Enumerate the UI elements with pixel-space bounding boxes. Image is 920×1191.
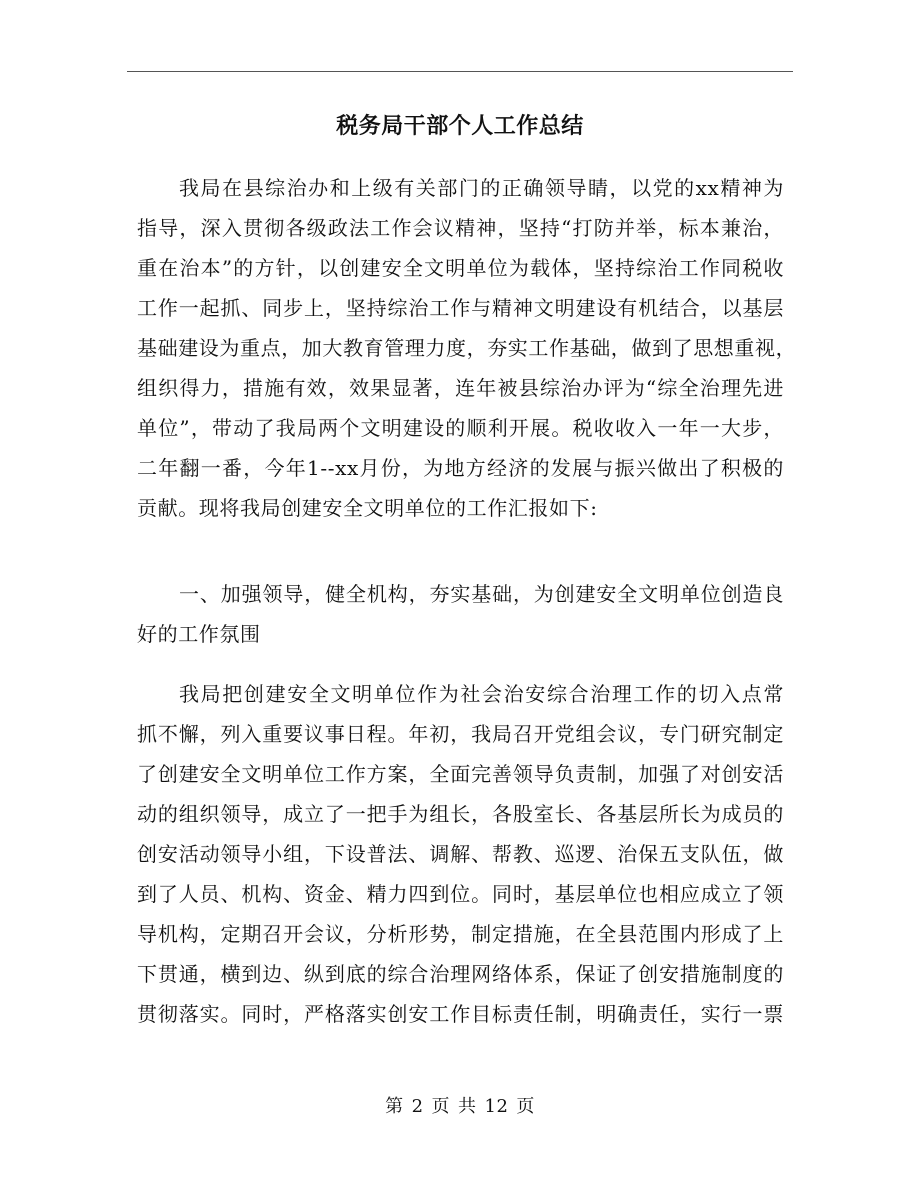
header-rule — [127, 71, 793, 72]
footer-total-label: 共 — [458, 1096, 477, 1117]
paragraph-3 — [137, 674, 784, 1034]
section-heading-1 — [137, 574, 784, 654]
paragraph-line: 抓不懈，列入重要议事日程。年初，我局召开党组会议，专门研究制定 — [137, 722, 784, 746]
paragraph-line: 重在治本”的方针，以创建安全文明单位为载体，坚持综治工作同税收 — [137, 256, 784, 280]
paragraph-line: 工作一起抓、同步上，坚持综治工作与精神文明建设有机结合，以基层 — [137, 296, 784, 320]
footer-page-unit: 页 — [431, 1096, 451, 1117]
paragraph-line: 创安活动领导小组，下设普法、调解、帮教、巡逻、治保五支队伍，做 — [137, 842, 784, 866]
footer-prefix: 第 — [385, 1096, 404, 1117]
paragraph-line: 我局在县综治办和上级有关部门的正确领导睛，以党的xx精神为 — [179, 176, 784, 200]
paragraph-1 — [137, 168, 797, 528]
paragraph-line: 二年翻一番，今年1--xx月份，为地方经济的发展与振兴做出了积极的 — [137, 456, 784, 480]
footer-total-pages: 12 — [484, 1096, 509, 1117]
paragraph-line: 单位”，带动了我局两个文明建设的顺利开展。税收收入一年一大步， — [137, 416, 784, 440]
paragraph-line: 一、加强领导，健全机构，夯实基础，为创建安全文明单位创造良 — [179, 582, 784, 606]
paragraph-line: 了创建安全文明单位工作方案，全面完善领导负责制，加强了对创安活 — [137, 762, 784, 786]
footer-current-page: 2 — [411, 1096, 424, 1117]
paragraph-line: 基础建设为重点，加大教育管理力度，夯实工作基础，做到了思想重视， — [137, 336, 797, 360]
page-footer — [0, 1094, 920, 1120]
paragraph-line: 指导，深入贯彻各级政法工作会议精神，坚持“打防并举，标本兼治， — [137, 216, 784, 240]
paragraph-line: 下贯通，横到边、纵到底的综合治理网络体系，保证了创安措施制度的 — [137, 962, 784, 986]
paragraph-line: 导机构，定期召开会议，分析形势，制定措施，在全县范围内形成了上 — [137, 922, 784, 946]
paragraph-line: 组织得力，措施有效，效果显著，连年被县综治办评为“综全治理先进 — [137, 376, 784, 400]
footer-suffix: 页 — [516, 1096, 535, 1117]
document-title: 税务局干部个人工作总结 — [336, 113, 584, 139]
paragraph-line: 我局把创建安全文明单位作为社会治安综合治理工作的切入点常 — [179, 682, 784, 706]
paragraph-line: 贯彻落实。同时，严格落实创安工作目标责任制，明确责任，实行一票 — [137, 1002, 784, 1026]
paragraph-line: 好的工作氛围 — [137, 622, 261, 646]
paragraph-line: 贡献。现将我局创建安全文明单位的工作汇报如下: — [137, 496, 598, 520]
paragraph-line: 动的组织领导，成立了一把手为组长，各股室长、各基层所长为成员的 — [137, 802, 784, 826]
paragraph-line: 到了人员、机构、资金、精力四到位。同时，基层单位也相应成立了领 — [137, 882, 784, 906]
